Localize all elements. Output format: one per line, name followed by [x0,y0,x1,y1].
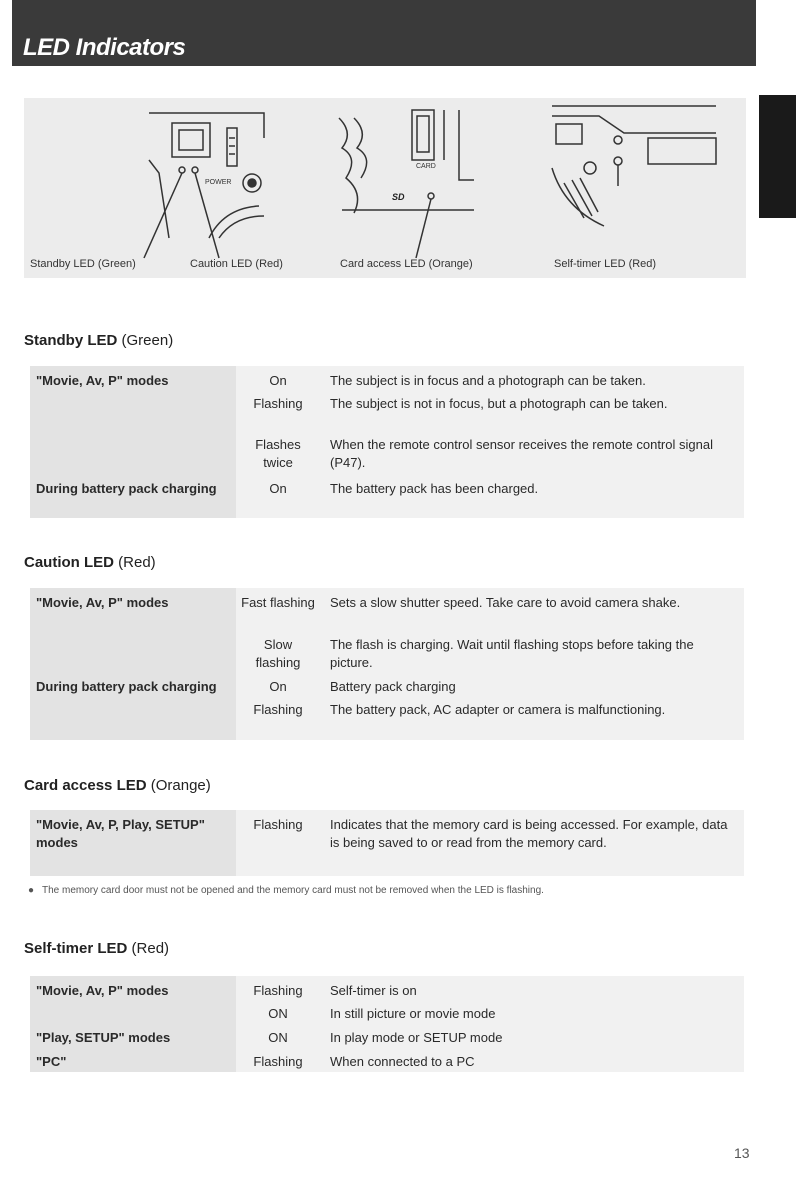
state-cell: Flashing [253,983,303,998]
card-access-led-heading [24,777,211,794]
page-header [12,0,756,66]
desc-cell: The subject is not in focus, but a photograph can be taken. [330,396,668,411]
card-heading-color: (Orange) [146,777,211,794]
page-number: 13 [734,1145,750,1161]
desc-cell: Battery pack charging [330,679,456,694]
desc-cell: The flash is charging. Wait until flashing stops before taking the picture. [330,637,694,670]
thumb-index-tab [759,95,796,218]
selftimer-heading-color: (Red) [127,940,170,957]
self-timer-led-label: Self-timer LED (Red) [554,258,657,270]
desc-cell: Sets a slow shutter speed. Take care to avoid camera shake. [330,595,681,610]
camera-card-drawing [339,110,474,258]
state-cell: ON [268,1006,288,1021]
bullet-icon: ● [28,885,35,896]
desc-cell: The battery pack has been charged. [330,481,539,496]
mode-cell: "PC" [36,1054,67,1069]
card-access-led-table [30,810,744,876]
mode-cell: "Movie, Av, P, Play, SETUP" modes [36,817,205,850]
desc-cell: The subject is in focus and a photograph can be taken. [330,373,646,388]
desc-cell: The battery pack, AC adapter or camera is malfunctioning. [330,702,666,717]
state-cell: Slow flashing [255,637,301,670]
state-cell: Flashing [253,817,303,832]
state-cell: Flashing [253,1054,303,1069]
card-heading-bold: Card access LED [24,777,147,794]
state-cell: On [269,373,287,388]
self-timer-led-heading [24,940,169,957]
standby-led-label: Standby LED (Green) [30,258,136,270]
state-cell: Flashing [253,396,303,411]
camera-selftimer-drawing [552,106,716,226]
self-timer-led-table [30,976,744,1072]
note-text: The memory card door must not be opened and the memory card must not be removed when the LED is flashing. [42,885,544,896]
mode-cell: During battery pack charging [36,679,217,694]
desc-cell: In still picture or movie mode [330,1006,496,1021]
mode-cell: "Movie, Av, P" modes [36,983,169,998]
caution-led-label: Caution LED (Red) [190,258,283,270]
state-cell: On [269,481,287,496]
selftimer-heading-bold: Self-timer LED [24,940,128,957]
mode-cell: "Movie, Av, P" modes [36,373,169,388]
standby-led-heading [24,332,173,349]
camera-illustrations [24,98,746,278]
state-cell: ON [268,1030,288,1045]
standby-led-table [30,366,744,518]
standby-heading-color: (Green) [117,332,174,349]
caution-heading-bold: Caution LED [24,554,114,571]
standby-heading-bold: Standby LED [24,332,118,349]
desc-cell: In play mode or SETUP mode [330,1030,503,1045]
caution-heading-color: (Red) [114,554,156,571]
mode-cell: During battery pack charging [36,481,217,496]
led-location-figure [24,98,746,278]
caution-led-heading [24,554,156,571]
state-cell: Flashing [253,702,303,717]
power-mark: POWER [205,179,232,186]
state-cell: Flashes twice [255,437,301,470]
desc-cell: Indicates that the memory card is being accessed. For example, data is being saved to or read from the memory card. [330,817,728,850]
caution-led-table [30,588,744,740]
page-title: LED Indicators [23,34,186,61]
card-mark: CARD [416,163,436,170]
desc-cell: Self-timer is on [330,983,417,998]
state-cell: Fast flashing [241,595,315,610]
mode-cell: "Movie, Av, P" modes [36,595,169,610]
desc-cell: When the remote control sensor receives the remote control signal (P47). [330,437,713,470]
sd-logo-mark: SD [392,192,405,202]
camera-front-drawing [144,113,264,258]
state-cell: On [269,679,287,694]
mode-cell: "Play, SETUP" modes [36,1030,171,1045]
card-access-led-label: Card access LED (Orange) [340,258,473,270]
desc-cell: When connected to a PC [330,1054,475,1069]
